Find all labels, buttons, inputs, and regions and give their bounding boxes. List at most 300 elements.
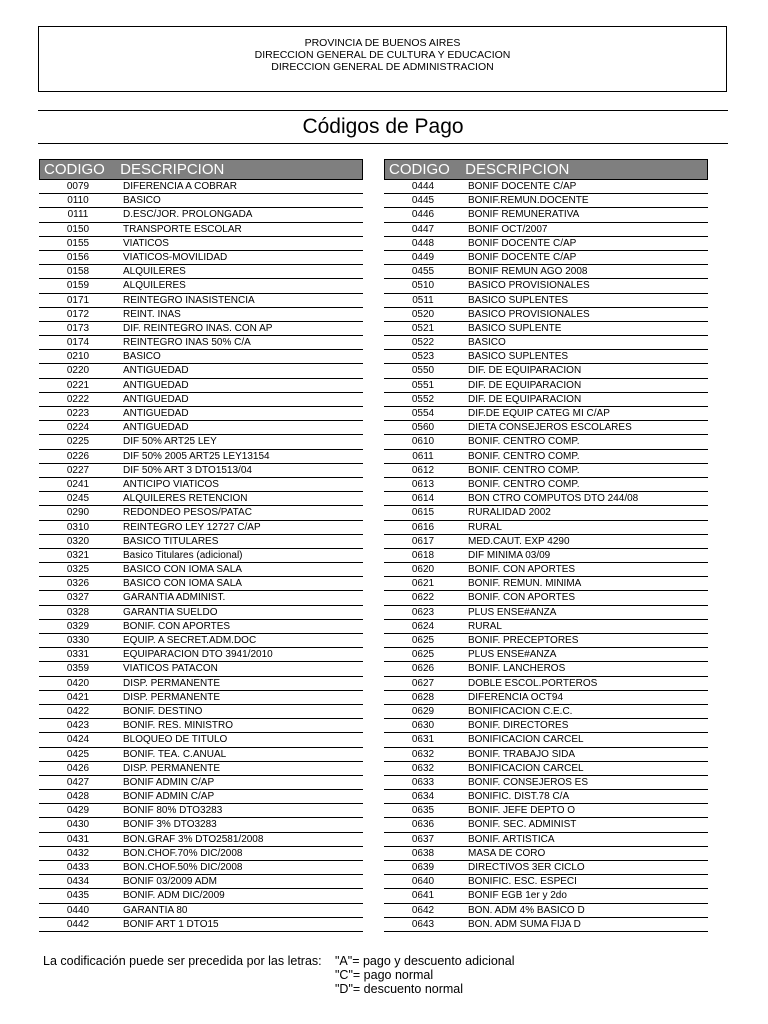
payment-code: 0621 [411,578,435,590]
table-row [39,818,363,832]
footnote-legend [335,954,515,996]
payment-code: 0642 [411,904,435,916]
payment-code: 0643 [411,918,435,930]
table-row [384,719,708,733]
payment-description: BONIF. CON APORTES [468,564,576,576]
payment-description: Basico Titulares (adicional) [123,549,243,561]
payment-code: 0150 [66,223,90,235]
payment-description: BON.GRAF 3% DTO2581/2008 [123,833,264,845]
payment-description: BONIF ART 1 DTO15 [123,918,219,930]
payment-description: BASICO SUPLENTES [468,294,569,306]
payment-description: BONIF 03/2009 ADM [123,876,217,888]
payment-code: 0636 [411,819,435,831]
payment-description: BONIF. LANCHEROS [468,663,566,675]
payment-description: BONIF. REMUN. MINIMA [468,578,582,590]
payment-code: 0241 [66,478,90,490]
payment-code: 0612 [411,464,435,476]
payment-description: BON CTRO COMPUTOS DTO 244/08 [468,493,639,505]
table-row [39,861,363,875]
table-row [384,606,708,620]
table-row [39,393,363,407]
table-row [39,648,363,662]
table-row [39,847,363,861]
payment-code: 0320 [66,535,90,547]
payment-description: BONIF. PRECEPTORES [468,635,579,646]
payment-description: BONIFICACION C.E.C. [468,705,573,717]
table-row [384,407,708,421]
title-rule-top [38,110,728,111]
payment-description: RURAL [468,521,502,533]
table-row [39,549,363,563]
table-row [384,634,708,648]
payment-description: DIF. DE EQUIPARACION [468,393,582,405]
payment-code: 0325 [66,564,90,576]
table-row [39,308,363,322]
codes-table-right [384,159,708,932]
payment-description: DIF. DE EQUIPARACION [468,365,582,377]
payment-description: BASICO [468,337,506,349]
table-row [384,677,708,691]
payment-code: 0222 [66,393,90,405]
table-row [39,776,363,790]
payment-code: 0521 [411,322,435,334]
table-row [39,889,363,903]
table-row [384,506,708,520]
payment-description: GARANTIA 80 [123,904,188,916]
table-row [39,506,363,520]
table-row [384,577,708,591]
table-row [39,322,363,336]
table-row [39,677,363,691]
payment-code: 0613 [411,478,435,490]
payment-description: BONIF. SEC. ADMINIST [468,819,577,831]
table-row [384,620,708,634]
payment-description: GARANTIA ADMINIST. [123,592,226,604]
payment-description: BON.CHOF.70% DIC/2008 [123,847,243,859]
table-row [39,620,363,634]
table-row [39,478,363,492]
table-row [384,691,708,705]
page-title: Códigos de Pago [302,115,464,138]
payment-code: 0158 [66,266,90,278]
payment-description: BONIF. CON APORTES [123,620,231,632]
payment-code: 0435 [66,890,90,902]
payment-description: BONIF. CONSEJEROS ES [468,776,589,788]
payment-description: PLUS ENSE#ANZA [468,606,557,618]
payment-description: EQUIP. A SECRET.ADM.DOC [123,635,257,646]
table-row [39,577,363,591]
table-row [384,194,708,208]
payment-description: DISP. PERMANENTE [123,691,221,703]
payment-description: MED.CAUT. EXP 4290 [468,535,570,547]
payment-code: 0171 [66,294,90,306]
table-row [39,223,363,237]
payment-description: BON. ADM SUMA FIJA D [468,918,581,930]
payment-description: BONIF DOCENTE C/AP [468,181,577,192]
payment-code: 0614 [411,493,435,505]
payment-code: 0173 [66,322,90,334]
table-row [384,279,708,293]
payment-code: 0326 [66,578,90,590]
payment-description: BASICO [123,351,161,363]
table-row [384,733,708,747]
payment-description: BONIF OCT/2007 [468,223,548,235]
table-row [384,918,708,932]
payment-description: BONIF ADMIN C/AP [123,776,215,788]
table-row [39,251,363,265]
payment-description: DIRECTIVOS 3ER CICLO [468,862,585,873]
payment-code: 0611 [412,450,434,462]
header-line-1: PROVINCIA DE BUENOS AIRES [304,37,461,49]
payment-code: 0220 [66,365,90,377]
payment-code: 0224 [66,422,90,434]
table-row [39,336,363,350]
table-row [39,790,363,804]
payment-code: 0627 [411,677,435,689]
payment-code: 0245 [66,493,90,505]
payment-code: 0632 [411,762,435,774]
table-row [39,450,363,464]
payment-code: 0430 [66,819,90,831]
payment-description: BONIF. TEA. C.ANUAL [123,748,227,760]
payment-description: BONIFICACION CARCEL [468,762,584,774]
table-row [384,294,708,308]
payment-code: 0422 [66,705,90,717]
payment-code: 0510 [411,280,435,292]
payment-code: 0444 [411,181,435,192]
payment-description: ALQUILERES [123,266,186,278]
table-body [384,180,708,932]
payment-description: BONIF. RES. MINISTRO [123,720,234,732]
payment-code: 0079 [66,181,90,192]
payment-code: 0420 [66,677,90,689]
column-header-description: DESCRIPCION [120,161,225,178]
payment-code: 0610 [411,436,435,448]
payment-code: 0321 [66,549,90,561]
payment-description: DISP. PERMANENTE [123,677,221,689]
table-row [384,336,708,350]
table-row [39,364,363,378]
payment-code: 0328 [66,606,90,618]
payment-code: 0631 [411,734,435,746]
payment-description: D.ESC/JOR. PROLONGADA [123,209,253,221]
payment-code: 0633 [411,776,435,788]
payment-code: 0550 [411,365,435,377]
payment-code: 0632 [411,748,435,760]
payment-description: BONIF. ARTISTICA [468,833,555,845]
payment-description: BONIF.REMUN.DOCENTE [468,195,589,207]
payment-description: BONIF. JEFE DEPTO O [468,805,576,817]
payment-code: 0421 [66,691,90,703]
payment-description: VIATICOS PATACON [123,663,218,675]
payment-description: DIETA CONSEJEROS ESCOLARES [468,422,632,434]
payment-code: 0520 [411,308,435,320]
table-row [39,833,363,847]
payment-code: 0624 [411,620,435,632]
table-row [384,237,708,251]
table-row [39,435,363,449]
table-row [39,762,363,776]
table-row [384,364,708,378]
column-header-code: CODIGO [389,161,450,178]
table-row [39,634,363,648]
payment-description: BONIF. TRABAJO SIDA [468,748,576,760]
payment-code: 0359 [66,663,90,675]
payment-code: 0630 [411,720,435,732]
table-row [384,790,708,804]
payment-description: GARANTIA SUELDO [123,606,218,618]
footnote-label: La codificación puede ser precedida por las letras: [43,954,322,968]
payment-description: BONIF. CENTRO COMP. [468,436,580,448]
payment-code: 0111 [67,209,89,221]
payment-description: BASICO PROVISIONALES [468,308,590,320]
payment-description: BONIFICACION CARCEL [468,734,584,746]
payment-code: 0428 [66,791,90,803]
payment-description: DIF. REINTEGRO INAS. CON AP [123,322,273,334]
payment-code: 0623 [411,606,435,618]
table-row [39,237,363,251]
payment-description: ANTIGUEDAD [123,408,189,419]
payment-code: 0618 [411,549,435,561]
table-row [39,904,363,918]
payment-code: 0625 [411,635,435,646]
payment-description: BON. ADM 4% BASICO D [468,904,585,916]
payment-code: 0551 [411,379,435,391]
table-row [384,265,708,279]
table-row [384,833,708,847]
payment-code: 0156 [66,251,90,263]
table-row [39,918,363,932]
table-row [384,535,708,549]
table-row [384,308,708,322]
footnote-line-a: "A"= pago y descuento adicional [335,954,515,968]
payment-description: BONIF. CENTRO COMP. [468,450,580,462]
footnote-line-d: "D"= descuento normal [335,982,464,996]
table-row [39,705,363,719]
payment-code: 0554 [411,408,435,419]
payment-code: 0210 [66,351,90,363]
payment-description: REINTEGRO INASISTENCIA [123,294,255,306]
payment-code: 0455 [411,266,435,278]
payment-description: BASICO SUPLENTE [468,322,562,334]
payment-code: 0221 [66,379,90,391]
table-row [384,762,708,776]
payment-code: 0445 [411,195,435,207]
payment-code: 0560 [411,422,435,434]
table-row [384,563,708,577]
payment-description: EQUIPARACION DTO 3941/2010 [123,649,273,661]
table-row [384,421,708,435]
payment-description: RURAL [468,620,502,632]
payment-code: 0552 [411,393,435,405]
payment-description: BONIFIC. DIST.78 C/A [468,791,570,803]
table-row [39,194,363,208]
table-row [384,379,708,393]
payment-code: 0431 [66,833,90,845]
header-line-3: DIRECCION GENERAL DE ADMINISTRACION [271,61,494,73]
payment-code: 0425 [66,748,90,760]
payment-code: 0327 [66,592,90,604]
payment-code: 0227 [66,464,90,476]
header-box [38,26,727,92]
title-rule-bottom [38,143,728,144]
payment-description: BONIF REMUN AGO 2008 [468,266,588,278]
payment-code: 0223 [66,408,90,419]
table-row [384,435,708,449]
table-header [39,159,363,180]
payment-description: BLOQUEO DE TITULO [123,734,228,746]
table-header [384,159,708,180]
payment-code: 0637 [411,833,435,845]
payment-description: BASICO SUPLENTES [468,351,569,363]
table-row [39,464,363,478]
payment-code: 0225 [66,436,90,448]
payment-code: 0511 [412,294,434,306]
payment-description: ANTIGUEDAD [123,379,189,391]
table-row [39,606,363,620]
table-row [384,861,708,875]
payment-code: 0616 [411,521,435,533]
payment-description: DIF.DE EQUIP CATEG MI C/AP [468,408,610,419]
table-row [384,875,708,889]
payment-description: BONIF ADMIN C/AP [123,791,215,803]
payment-description: DIFERENCIA OCT94 [468,691,564,703]
payment-description: DIF 50% 2005 ART25 LEY13154 [123,450,270,462]
payment-description: REINT. INAS [123,308,181,320]
payment-code: 0290 [66,507,90,519]
payment-code: 0427 [66,776,90,788]
table-row [384,648,708,662]
table-row [39,719,363,733]
payment-description: BONIF DOCENTE C/AP [468,237,577,249]
payment-code: 0629 [411,705,435,717]
payment-code: 0174 [66,337,90,349]
table-row [384,591,708,605]
payment-code: 0226 [66,450,90,462]
payment-description: BASICO CON IOMA SALA [123,578,242,590]
payment-code: 0110 [67,195,89,207]
payment-code: 0626 [411,663,435,675]
table-row [39,492,363,506]
table-row [39,180,363,194]
payment-code: 0446 [411,209,435,221]
payment-code: 0617 [411,535,435,547]
table-row [39,208,363,222]
table-row [39,662,363,676]
payment-description: ANTIGUEDAD [123,393,189,405]
payment-description: BONIF DOCENTE C/AP [468,251,577,263]
payment-description: BONIF EGB 1er y 2do [468,890,567,902]
table-row [384,776,708,790]
table-row [384,904,708,918]
table-row [384,492,708,506]
payment-code: 0159 [66,280,90,292]
payment-description: DIF 50% ART25 LEY [123,436,217,448]
codes-table-left [39,159,363,932]
payment-code: 0622 [411,592,435,604]
payment-description: BONIF REMUNERATIVA [468,209,580,221]
payment-description: ALQUILERES [123,280,186,292]
table-row [384,549,708,563]
payment-code: 0638 [411,847,435,859]
payment-description: BASICO TITULARES [123,535,219,547]
payment-description: BONIFIC. ESC. ESPECI [468,876,577,888]
table-row [39,294,363,308]
table-row [39,521,363,535]
table-row [384,251,708,265]
payment-description: BONIF. DESTINO [123,705,203,717]
table-row [39,265,363,279]
table-body [39,180,363,932]
payment-code: 0522 [411,337,435,349]
payment-code: 0424 [66,734,90,746]
table-row [39,733,363,747]
table-row [384,804,708,818]
footnote-line-c: "C"= pago normal [335,968,434,982]
payment-description: BONIF. CON APORTES [468,592,576,604]
payment-description: ALQUILERES RETENCION [123,493,248,505]
payment-description: DIF. DE EQUIPARACION [468,379,582,391]
table-row [39,591,363,605]
payment-code: 0523 [411,351,435,363]
table-row [39,691,363,705]
payment-description: RURALIDAD 2002 [468,507,551,519]
payment-code: 0620 [411,564,435,576]
table-row [384,889,708,903]
payment-description: REINTEGRO LEY 12727 C/AP [123,521,261,533]
payment-code: 0329 [66,620,90,632]
table-row [384,818,708,832]
payment-description: BONIF 80% DTO3283 [123,805,223,817]
payment-description: BON.CHOF.50% DIC/2008 [123,862,243,873]
payment-code: 0440 [66,904,90,916]
table-row [384,662,708,676]
header-line-2: DIRECCION GENERAL DE CULTURA Y EDUCACION [254,49,511,61]
column-header-code: CODIGO [44,161,105,178]
table-row [39,748,363,762]
payment-description: TRANSPORTE ESCOLAR [123,223,242,235]
payment-code: 0628 [411,691,435,703]
table-row [39,563,363,577]
payment-description: BONIF. CENTRO COMP. [468,478,580,490]
table-row [39,804,363,818]
payment-code: 0442 [66,918,90,930]
table-row [384,450,708,464]
payment-description: ANTIGUEDAD [123,422,189,434]
payment-description: ANTICIPO VIATICOS [123,478,219,490]
payment-description: DISP. PERMANENTE [123,762,221,774]
payment-code: 0639 [411,862,435,873]
table-row [384,180,708,194]
payment-code: 0625 [411,649,435,661]
payment-description: DOBLE ESCOL.PORTEROS [468,677,598,689]
table-row [384,350,708,364]
payment-code: 0426 [66,762,90,774]
table-row [384,705,708,719]
payment-description: PLUS ENSE#ANZA [468,649,557,661]
table-row [384,322,708,336]
payment-description: MASA DE CORO [468,847,546,859]
payment-code: 0640 [411,876,435,888]
payment-description: BONIF. CENTRO COMP. [468,464,580,476]
payment-description: REDONDEO PESOS/PATAC [123,507,252,519]
payment-description: VIATICOS-MOVILIDAD [123,251,228,263]
payment-description: BONIF 3% DTO3283 [123,819,217,831]
payment-code: 0615 [411,507,435,519]
payment-code: 0429 [66,805,90,817]
table-row [39,279,363,293]
table-row [39,407,363,421]
